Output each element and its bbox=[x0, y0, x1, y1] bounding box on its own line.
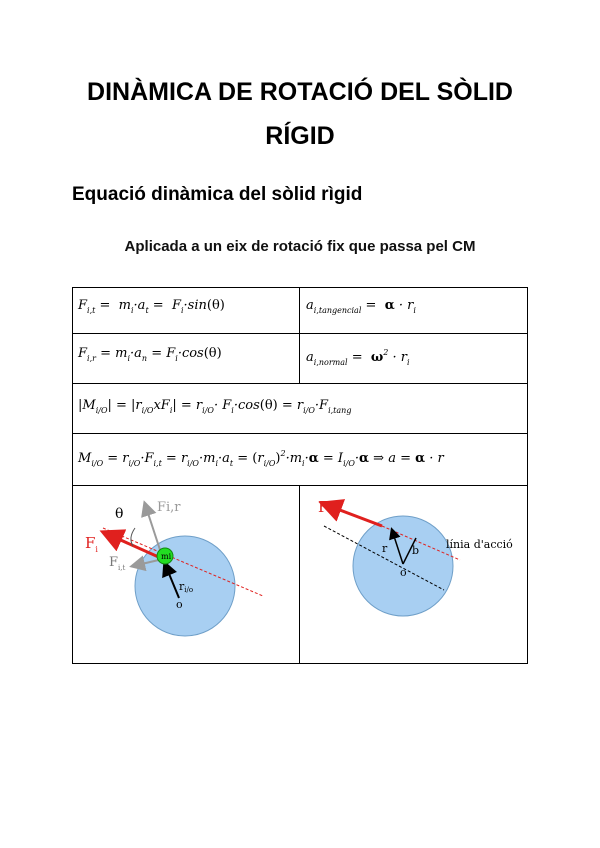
equation-normal-acceleration: $a_{i,normal} = \omega^2 \cdot r_i$ bbox=[306, 348, 410, 367]
force-vector-f bbox=[324, 504, 382, 526]
label-b: b bbox=[412, 544, 420, 557]
label-rio: ri/o bbox=[179, 580, 194, 594]
label-origin: o bbox=[176, 598, 183, 611]
angle-arc bbox=[131, 528, 135, 546]
equation-moment-magnitude: $|M_{i/O}| = |r_{i/O}xF_i| = r_{i/O}\cdot F_i\cdot\cos(\theta) = r_{i/O}\cdot F_{i,tang}$ bbox=[78, 398, 352, 415]
table-divider bbox=[299, 287, 300, 383]
label-origin: o bbox=[400, 566, 407, 579]
label-fi: $F_i$ bbox=[85, 534, 98, 554]
label-f: F bbox=[318, 498, 329, 516]
table-caption: Aplicada a un eix de rotació fix que passa pel CM bbox=[124, 238, 476, 255]
title-line-2: RÍGID bbox=[265, 122, 335, 150]
label-theta: θ bbox=[115, 506, 124, 522]
rotation-diagram-left bbox=[73, 486, 299, 663]
label-fit: $F_{i,t}$ bbox=[109, 555, 126, 572]
label-fir: Fi,r bbox=[157, 500, 181, 515]
document-title bbox=[40, 70, 560, 158]
label-mi: mi bbox=[161, 552, 172, 561]
table-divider bbox=[72, 333, 528, 334]
equation-radial-force: $F_{i,r} = m_i\cdot a_n = F_i\cdot\cos(\theta)$ bbox=[78, 346, 222, 363]
table-divider bbox=[72, 383, 528, 384]
label-action-line: línia d'acció bbox=[446, 538, 513, 551]
equation-tangential-acceleration: $a_{i,tangencial} = \alpha \cdot r_i$ bbox=[306, 298, 416, 315]
rotation-diagram-right bbox=[300, 486, 527, 663]
title-line-1: DINÀMICA DE ROTACIÓ DEL SÒLID bbox=[87, 78, 513, 106]
equation-tangential-force: $F_{i,t} = m_i\cdot a_t = F_i\cdot\sin(\theta)$ bbox=[78, 298, 225, 315]
section-subtitle: Equació dinàmica del sòlid rìgid bbox=[72, 184, 363, 205]
label-r: r bbox=[382, 542, 388, 555]
table-divider bbox=[72, 433, 528, 434]
equation-moment-inertia: $M_{i/O} = r_{i/O}\cdot F_{i,t} = r_{i/O}\cdot m_i\cdot a_t = (r_{i/O})^2\cdot m_i\cdot\alpha = I_{i/O}\cdot\alpha$ ⇒ a = α · r bbox=[78, 449, 444, 468]
